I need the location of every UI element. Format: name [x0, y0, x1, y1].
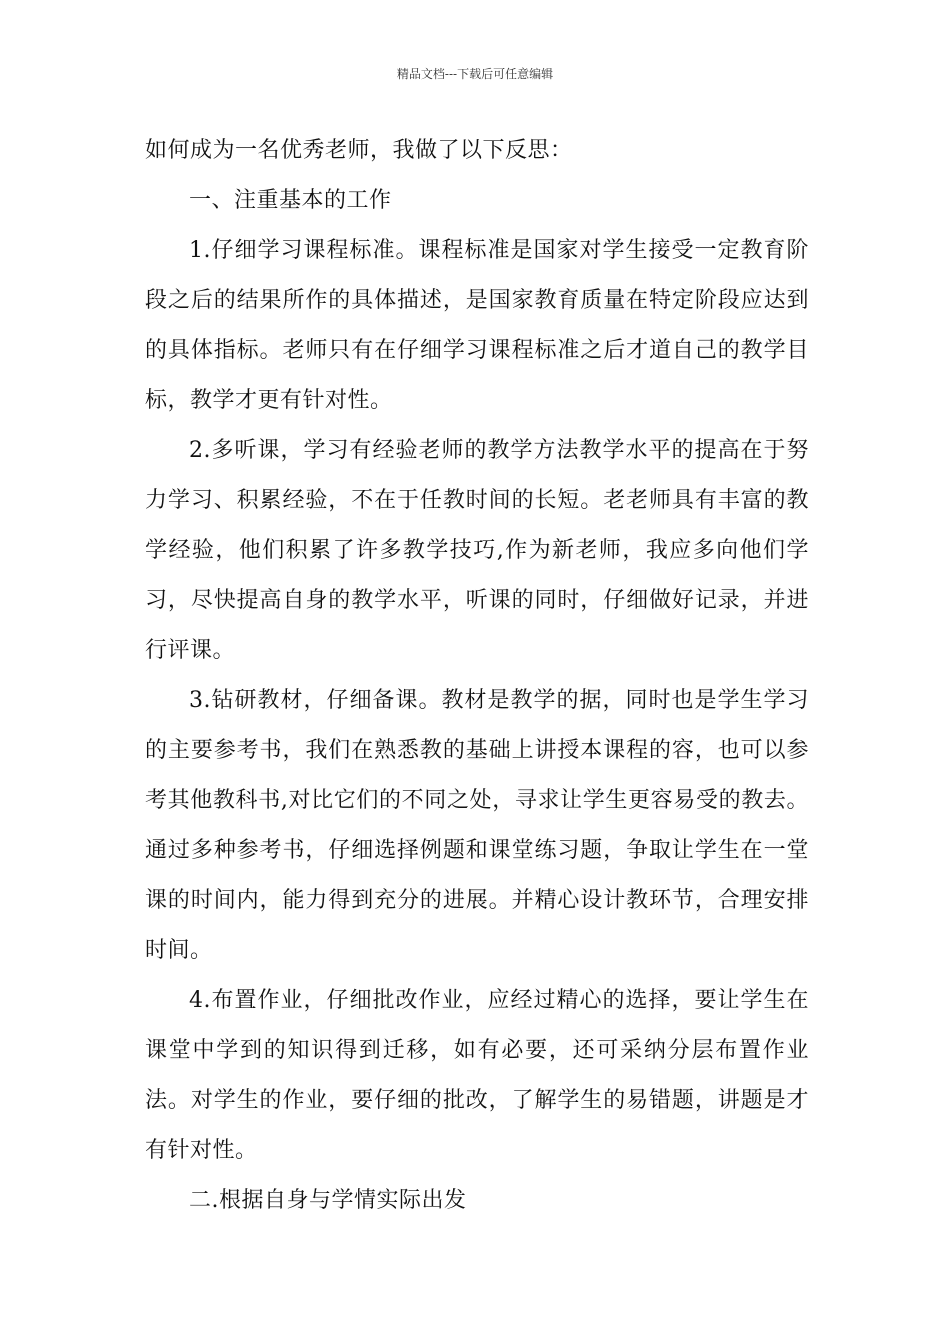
item-1-paragraph: 1.仔细学习课程标准。课程标准是国家对学生接受一定教育阶段之后的结果所作的具体描述，是国家教育质量在特定阶段应达到的具体指标。老师只有在仔细学习课程标准之后才道自己的教学目标，教学才更有针对性。 [145, 238, 809, 413]
intro-paragraph: 如何成为一名优秀老师，我做了以下反思： [145, 138, 573, 163]
page-header: 精品文档---下载后可任意编辑 [396, 67, 554, 81]
section-2-heading: 二.根据自身与学情实际出发 [189, 1188, 467, 1213]
item-4-paragraph: 4.布置作业，仔细批改作业，应经过精心的选择，要让学生在课堂中学到的知识得到迁移，如有必要，还可采纳分层布置作业法。对学生的作业，要仔细的批改，了解学生的易错题，讲题是才有针对性。 [145, 988, 809, 1163]
section-1-heading: 一、注重基本的工作 [189, 188, 392, 213]
item-3-paragraph: 3.钻研教材，仔细备课。教材是教学的据，同时也是学生学习的主要参考书，我们在熟悉教的基础上讲授本课程的容，也可以参考其他教科书,对比它们的不同之处，寻求让学生更容易受的教去。通过多种参考书，仔细选择例题和课堂练习题，争取让学生在一堂课的时间内，能力得到充分的进展。并精心设计教环节，合理安排时间。 [145, 688, 809, 963]
document-body [145, 126, 809, 1226]
item-2-paragraph: 2.多听课，学习有经验老师的教学方法教学水平的提高在于努力学习、积累经验，不在于任教时间的长短。老老师具有丰富的教学经验，他们积累了许多教学技巧,作为新老师，我应多向他们学习，尽快提高自身的教学水平，听课的同时，仔细做好记录，并进行评课。 [145, 438, 809, 663]
